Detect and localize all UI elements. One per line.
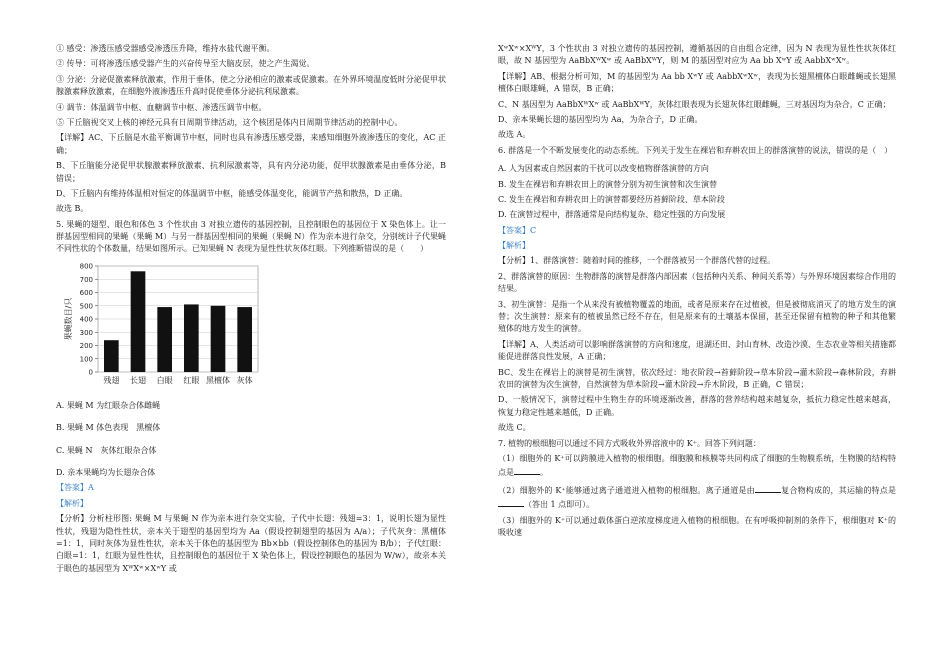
option-d: D. 亲本果蝇均为长翅杂合体 bbox=[56, 468, 156, 478]
bar bbox=[184, 304, 199, 372]
answer-label: 【答案】C bbox=[498, 225, 537, 235]
paragraph: ① 感受：渗透压感受器感受渗透压升降，维持水盐代谢平衡。 bbox=[56, 44, 275, 53]
x-tick-label: 灰体 bbox=[236, 375, 253, 385]
paragraph: ⑤ 下丘脑视交叉上核的神经元具有日周期节律活动，这个核团是体内日周期节律活动的控制中心。 bbox=[56, 117, 403, 127]
option-c: C. 果蝇 N 灰体红眼杂合体 bbox=[56, 445, 157, 455]
paragraph: 故选 A。 bbox=[498, 130, 531, 140]
bar bbox=[211, 306, 226, 372]
answer-blank[interactable] bbox=[498, 497, 524, 507]
paragraph: C、N 基因型为 AaBbXᵂXʷ 或 AaBbXᵂY，灰体红眼表现为长翅灰体红眼雌蝇，三对基因均为杂合，C 正确； bbox=[498, 99, 891, 109]
question-7: 7. 植物的根细胞可以通过不同方式吸收外界溶液中的 K⁺。回答下列问题： bbox=[498, 438, 761, 448]
sub-question-1-text: （1）细胞外的 K⁺可以跨膜进入植物的根细胞。细胞膜和核膜等共同构成了细胞的生物膜系统，生物膜的结构特点是 bbox=[498, 453, 896, 478]
bar-chart bbox=[62, 260, 262, 390]
bar-chart-svg bbox=[62, 260, 262, 390]
option-b: B. 发生在裸岩和弃耕农田上的演替分别为初生演替和次生演替 bbox=[498, 179, 717, 189]
x-tick-label: 黑檀体 bbox=[206, 375, 230, 385]
paragraph: BC、发生在裸岩上的演替是初生演替，依次经过：地衣阶段→苔藓阶段→草本阶段→灌木阶段→森林阶段，弃耕农田的演替为次生演替，自然演替为草本阶段→灌木阶段→乔木阶段，B 正确，C 错误； bbox=[498, 367, 896, 389]
paragraph: ④ 调节：体温调节中枢、血糖调节中枢、渗透压调节中枢。 bbox=[56, 102, 267, 112]
sub-question-1: （1）细胞外的 K⁺可以跨膜进入植物的根细胞。细胞膜和核膜等共同构成了细胞的生物膜系统，生物膜的结构特点是 。 bbox=[498, 453, 896, 478]
paragraph: 【详解】AC、下丘脑是水盐平衡调节中枢，同时也具有渗透压感受器，来感知细胞外液渗透压的变化，AC 正确； bbox=[56, 133, 446, 155]
sub-question-2-text-c: （答出 1 点即可）。 bbox=[524, 500, 595, 510]
y-tick-label: 400 bbox=[79, 315, 93, 324]
paragraph: 3、初生演替：是指一个从来没有被植物覆盖的地面，或者是原来存在过植被，但是被彻底消灭了的地方发生的演替；次生演替：原来有的植被虽然已经不存在，但是原来有的土壤基本保留，甚至还保留有植物的种子和其他繁殖体的地方发生的演替。 bbox=[498, 299, 896, 334]
analysis-label: 【解析】 bbox=[498, 241, 530, 251]
sub-question-3: （3）细胞外的 K⁺可以通过载体蛋白逆浓度梯度进入植物的根细胞。在有呼吸抑制剂的条件下，根细胞对 K⁺的吸收速 bbox=[498, 515, 896, 537]
question-5: 5. 果蝇的翅型、眼色和体色 3 个性状由 3 对独立遗传的基因控制，且控制眼色的基因位于 X 染色体上。让一群基因型相同的果蝇（果蝇 M）与另一群基因型相同的果蝇（果蝇 N）作为亲本进行杂交，分别统计子代果蝇不同性状的个体数量，结果如图所示。已知果蝇 N 表现为显性性状灰体红眼。下列推断错误的是（ ） bbox=[56, 219, 446, 254]
bar bbox=[104, 340, 119, 372]
y-tick-label: 100 bbox=[79, 355, 93, 364]
bar bbox=[131, 271, 146, 372]
x-tick-label: 残翅 bbox=[103, 375, 120, 385]
question-6: 6. 群落是一个不断发展变化的动态系统。下列关于发生在裸岩和弃耕农田上的群落演替的说法，错误的是（ ） bbox=[498, 145, 893, 155]
bar bbox=[157, 307, 172, 372]
paragraph: ③ 分泌：分泌促激素释放激素，作用于垂体，使之分泌相应的激素或促激素。在外界环境温度低时分泌促甲状腺激素释放激素，在细胞外液渗透压升高时促使垂体分泌抗利尿激素。 bbox=[56, 74, 446, 97]
paragraph: 【分析】1、群落演替：随着时间的推移，一个群落被另一个群落代替的过程。 bbox=[498, 256, 776, 266]
paragraph: B、下丘脑能分泌促甲状腺激素释放激素、抗利尿激素等，具有内分泌功能，促甲状腺激素是由垂体分泌，B 错误； bbox=[56, 161, 446, 183]
y-tick-label: 200 bbox=[79, 341, 93, 350]
x-tick-label: 红眼 bbox=[183, 375, 200, 385]
analysis-label: 【解析】 bbox=[56, 498, 88, 508]
option-a: A. 人为因素或自然因素的干扰可以改变植物群落演替的方向 bbox=[498, 164, 709, 174]
y-tick-label: 0 bbox=[88, 368, 93, 377]
paragraph: 【详解】A、人类活动可以影响群落演替的方向和速度，退湖还田、封山育林、改造沙漠、生态农业等相关措施都能促进群落良性发展，A 正确； bbox=[498, 339, 896, 362]
paragraph: XʷXʷ×XᵂY，3 个性状由 3 对独立遗传的基因控制，遵循基因的自由组合定律，因为 N 表现为显性性状灰体红眼，故 N 基因型为 AaBbXᵂXʷ 或 AaBbXᵂY，则 M 的基因型对应为 Aa bb XʷY 或 AabbXʷXʷ。 bbox=[498, 44, 896, 66]
analysis-text: 【分析】分析柱形图: 果蝇 M 与果蝇 N 作为亲本进行杂交实验，子代中长翅：残翅=3：1，说明长翅为显性性状，残翅为隐性性状，亲本关于翅型的基因型均为 Aa（假设控制翅型的基因为 A/a）；子代灰身：黑檀体=1：1，同时灰体为显性性状，亲本关于体色的基因型为 Bb×bb（假设控制体色的基因为 B/b）；子代红眼：白眼=1：1，红眼为显性性状，且控制眼色的基因位于 X 染色体上，假设控制眼色的基因为 W/w），故亲本关于眼色的基因型为 XᵂXʷ×XʷY 或 bbox=[56, 514, 446, 573]
answer-blank[interactable] bbox=[514, 465, 540, 475]
y-tick-label: 300 bbox=[79, 328, 93, 337]
option-b: B. 果蝇 M 体色表现 黑檀体 bbox=[56, 423, 161, 433]
y-tick-label: 700 bbox=[79, 275, 93, 284]
y-axis-label: 果蝇数目/只 bbox=[64, 297, 73, 341]
paragraph: 故选 C。 bbox=[498, 423, 531, 433]
paragraph: 故选 B。 bbox=[56, 204, 89, 214]
right-column bbox=[498, 43, 896, 542]
paragraph: D、亲本果蝇长翅的基因型均为 Aa，为杂合子，D 正确。 bbox=[498, 114, 703, 124]
sub-question-2 bbox=[498, 483, 896, 512]
paragraph: ② 传导：可将渗透压感受器产生的兴奋传导至大脑皮层，使之产生渴觉。 bbox=[56, 59, 315, 69]
answer-label: 【答案】A bbox=[56, 483, 94, 493]
x-tick-label: 白眼 bbox=[156, 375, 173, 385]
paragraph: 2、群落演替的原因：生物群落的演替是群落内部因素（包括种内关系、种间关系等）与外界环境因素综合作用的结果。 bbox=[498, 271, 896, 294]
bar bbox=[237, 307, 252, 372]
left-column bbox=[56, 43, 446, 578]
y-tick-label: 600 bbox=[79, 288, 93, 297]
sub-question-2-text-b: 复合物构成的，其运输的特点是 bbox=[780, 485, 896, 495]
sub-question-2-text: （2）细胞外的 K⁺能够通过离子通道进入植物的根细胞。离子通道是由 bbox=[498, 485, 755, 495]
paragraph: D、一般情况下，演替过程中生物生存的环境逐渐改善，群落的营养结构越来越复杂，抵抗力稳定性越来越高，恢复力稳定性越来越低，D 正确。 bbox=[498, 395, 896, 417]
option-a: A. 果蝇 M 为红眼杂合体雌蝇 bbox=[56, 400, 161, 410]
y-tick-label: 800 bbox=[79, 262, 93, 271]
x-tick-label: 长翅 bbox=[130, 375, 146, 385]
paragraph: D、下丘脑内有维持体温相对恒定的体温调节中枢，能感受体温变化，能调节产热和散热，D 正确。 bbox=[56, 188, 408, 198]
paragraph: 【详解】AB、根据分析可知，M 的基因型为 Aa bb XʷY 或 AabbXʷXʷ，表现为长翅黑檀体白眼雌蝇或长翅黑檀体白眼雄蝇，A 错误，B 正确； bbox=[498, 71, 896, 94]
option-d: D. 在演替过程中，群落通常是向结构复杂、稳定性强的方向发展 bbox=[498, 210, 726, 220]
option-c: C. 发生在裸岩和弃耕农田上的演替都要经历苔藓阶段、草本阶段 bbox=[498, 194, 725, 204]
y-tick-label: 500 bbox=[79, 302, 93, 311]
answer-blank[interactable] bbox=[755, 483, 781, 493]
